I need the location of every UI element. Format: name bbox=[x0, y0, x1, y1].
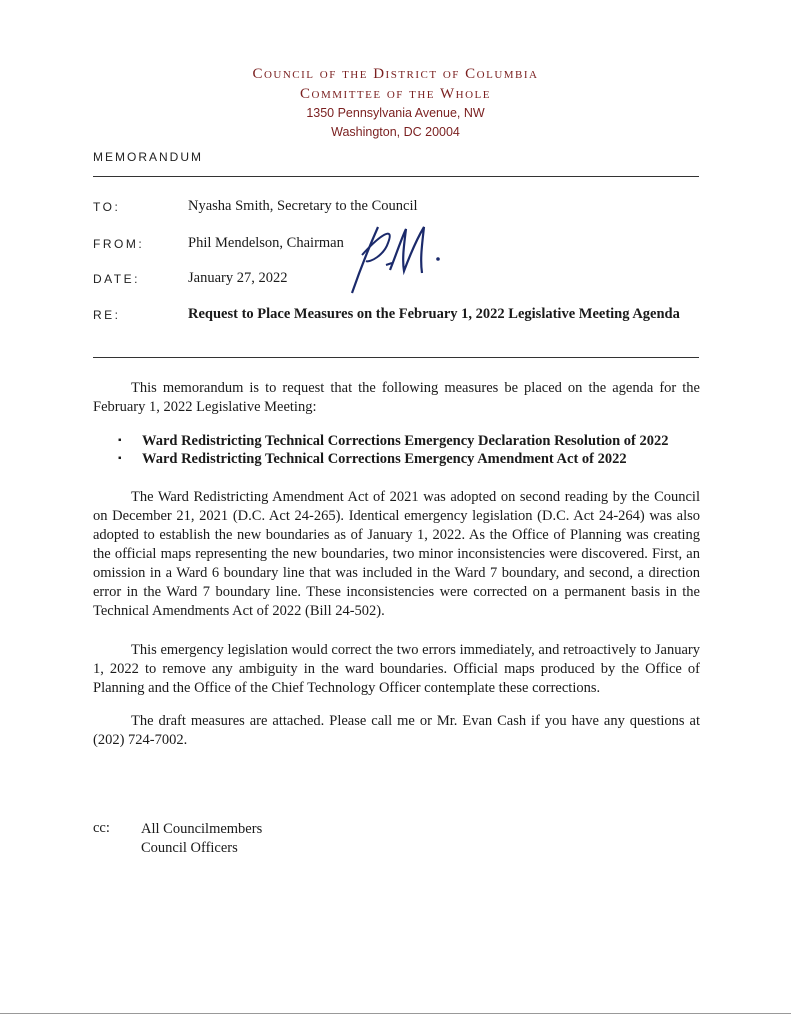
header-top-rule bbox=[93, 176, 699, 177]
cc-recipient: Council Officers bbox=[141, 840, 238, 856]
from-label: FROM: bbox=[93, 237, 145, 251]
cc-recipient: All Councilmembers bbox=[141, 821, 263, 837]
contact-paragraph: The draft measures are attached. Please call me or Mr. Evan Cash if you have any questions at (202) 724-7002. bbox=[93, 713, 700, 748]
measure-title: Ward Redistricting Technical Corrections Emergency Declaration Resolution of 2022 bbox=[142, 433, 669, 449]
memorandum-label: MEMORANDUM bbox=[93, 150, 203, 164]
measure-title: Ward Redistricting Technical Corrections Emergency Amendment Act of 2022 bbox=[142, 451, 627, 467]
intro-paragraph: This memorandum is to request that the following measures be placed on the agenda for the February 1, 2022 Legislative Meeting: bbox=[93, 380, 700, 415]
letterhead bbox=[0, 64, 791, 142]
date-label: DATE: bbox=[93, 272, 140, 286]
header-bottom-rule bbox=[93, 357, 699, 358]
bullet-icon: ▪ bbox=[118, 435, 122, 446]
list-item bbox=[118, 450, 718, 468]
cc-list bbox=[141, 820, 262, 858]
re-label: RE: bbox=[93, 308, 121, 322]
to-label: TO: bbox=[93, 200, 121, 214]
list-item bbox=[118, 432, 718, 450]
to-value: Nyasha Smith, Secretary to the Council bbox=[188, 198, 418, 214]
correction-paragraph: This emergency legislation would correct the two errors immediately, and retroactively to January 1, 2022 to remove any ambiguity in the ward boundaries. Official maps produced by the Office of Planning and the Office of the Chief Technology Officer contemplate these corrections. bbox=[93, 642, 700, 696]
re-value: Request to Place Measures on the February 1, 2022 Legislative Meeting Agenda bbox=[188, 306, 680, 322]
page-bottom-edge bbox=[0, 1013, 791, 1014]
letterhead-committee-name: Committee of the Whole bbox=[300, 86, 491, 102]
background-paragraph: The Ward Redistricting Amendment Act of 2021 was adopted on second reading by the Council on December 21, 2021 (D.C. Act 24-265). Identical emergency legislation (D.C. Act 24-264) was also adopted to establish the new boundaries as of January 1, 2022. As the Office of Planning was creating the official maps representing the new boundaries, two minor inconsistencies were discovered. First, an omission in a Ward 6 boundary line that was included in the Ward 7 boundary, and second, a direction error in the Ward 7 boundary line. These inconsistencies were corrected on a permanent basis in the Technical Amendments Act of 2022 (Bill 24-502). bbox=[93, 489, 700, 619]
letterhead-address-street: 1350 Pennsylvania Avenue, NW bbox=[306, 106, 485, 120]
from-value: Phil Mendelson, Chairman bbox=[188, 235, 344, 251]
date-value: January 27, 2022 bbox=[188, 270, 288, 286]
signature-image bbox=[340, 215, 450, 305]
bullet-icon: ▪ bbox=[118, 453, 122, 464]
letterhead-address-city: Washington, DC 20004 bbox=[331, 125, 460, 139]
cc-label: cc: bbox=[93, 820, 110, 836]
measures-list bbox=[118, 432, 718, 468]
letterhead-council-name: Council of the District of Columbia bbox=[252, 66, 539, 82]
